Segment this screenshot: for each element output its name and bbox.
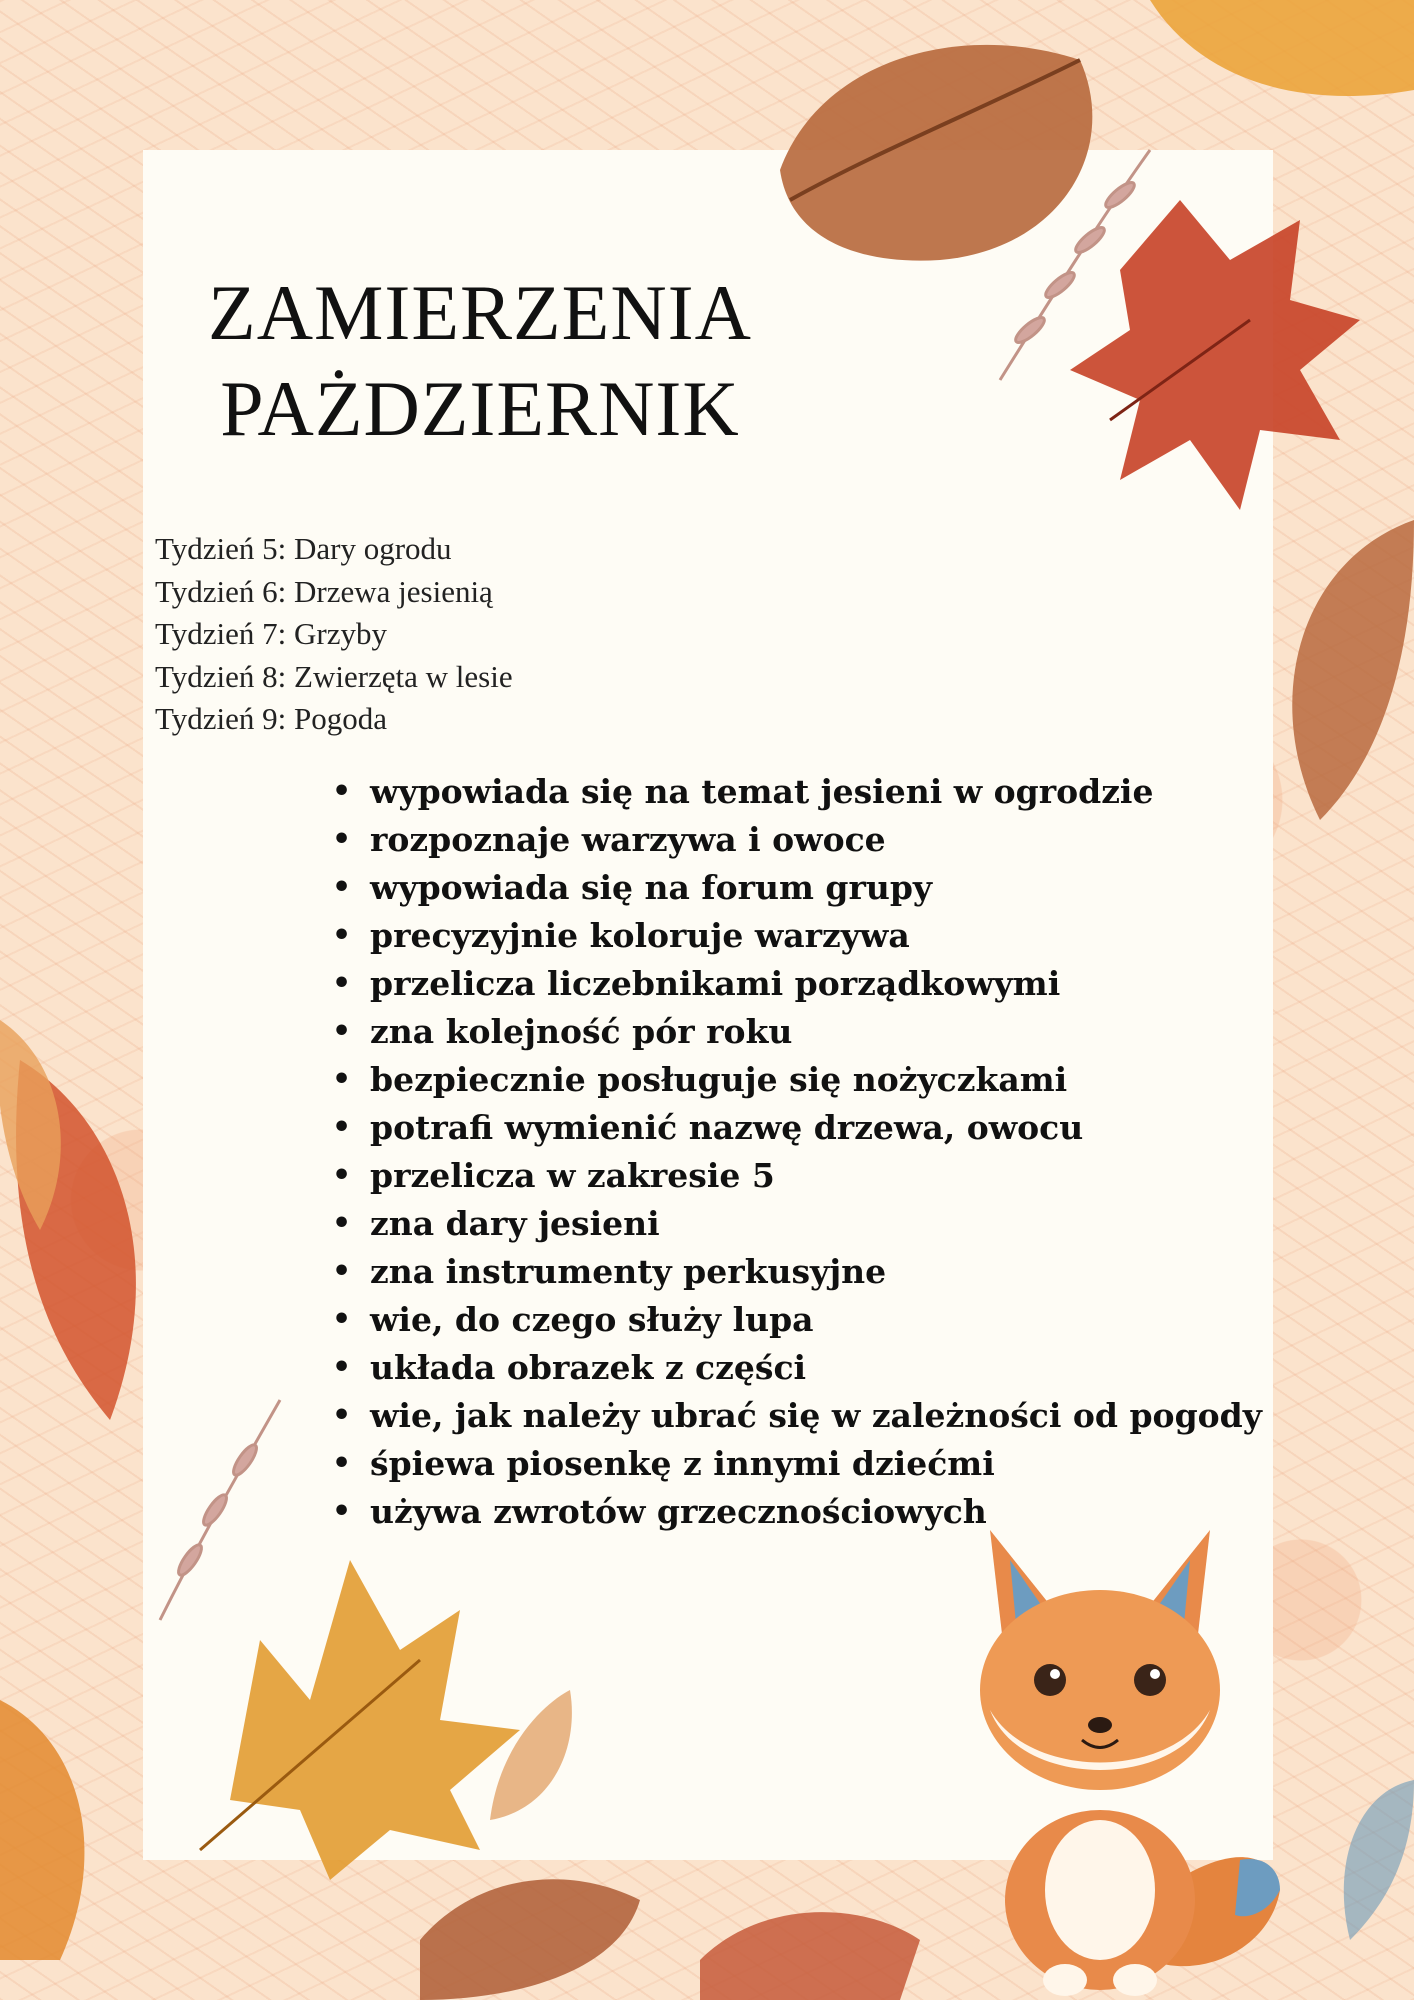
goals-list [330, 768, 1262, 1536]
bullet-icon: • [332, 870, 352, 905]
goal-text: zna dary jesieni [370, 1204, 660, 1243]
goal-text: wypowiada się na forum grupy [370, 868, 933, 907]
goal-item [330, 912, 1262, 960]
goal-text: przelicza liczebnikami porządkowymi [370, 964, 1061, 1003]
week-item: Tydzień 7: Grzyby [155, 616, 387, 651]
goal-item [330, 1296, 1262, 1344]
goal-text: potrafi wymienić nazwę drzewa, owocu [370, 1108, 1084, 1147]
goal-item [330, 1200, 1262, 1248]
goal-item [330, 864, 1262, 912]
goal-item [330, 1008, 1262, 1056]
goal-item [330, 1248, 1262, 1296]
fox-illustration [950, 1510, 1280, 2000]
goal-item [330, 1104, 1262, 1152]
goal-item [330, 1056, 1262, 1104]
bullet-icon: • [332, 774, 352, 809]
bullet-icon: • [332, 1398, 352, 1433]
week-item: Tydzień 9: Pogoda [155, 701, 388, 736]
goal-text: przelicza w zakresie 5 [370, 1156, 775, 1195]
maple-leaf-icon [1070, 200, 1360, 510]
weeks-list [155, 528, 513, 741]
fern-sprig-icon [160, 1400, 280, 1620]
goal-item [330, 816, 1262, 864]
goal-text: układa obrazek z części [370, 1348, 807, 1387]
title-line-1: ZAMIERZENIA [208, 269, 752, 356]
week-item: Tydzień 6: Drzewa jesienią [155, 573, 493, 609]
bullet-icon: • [332, 1302, 352, 1337]
page-title [150, 265, 810, 457]
bullet-icon: • [332, 1110, 352, 1145]
bullet-icon: • [332, 1158, 352, 1193]
goal-text: precyzyjnie koloruje warzywa [370, 916, 910, 955]
goal-item [330, 1152, 1262, 1200]
autumn-leaf-icon [700, 1912, 920, 2000]
maple-leaf-icon [230, 1560, 520, 1880]
bullet-icon: • [332, 1062, 352, 1097]
autumn-leaf-icon [1150, 0, 1414, 96]
week-item: Tydzień 5: Dary ogrodu [155, 531, 452, 566]
goal-item [330, 1344, 1262, 1392]
goal-text: wie, jak należy ubrać się w zależności od pogody [370, 1396, 1262, 1435]
goal-item [330, 1488, 1262, 1536]
autumn-leaf-icon [490, 1690, 572, 1820]
week-item: Tydzień 8: Zwierzęta w lesie [155, 658, 513, 694]
bullet-icon: • [332, 1254, 352, 1289]
autumn-leaf-icon [420, 1879, 640, 2000]
goal-text: wypowiada się na temat jesieni w ogrodzie [370, 772, 1154, 811]
goal-text: używa zwrotów grzecznościowych [370, 1492, 987, 1531]
bullet-icon: • [332, 1350, 352, 1385]
title-line-2: PAŻDZIERNIK [220, 365, 740, 452]
goal-item [330, 960, 1262, 1008]
bullet-icon: • [332, 822, 352, 857]
goal-item [330, 1440, 1262, 1488]
bullet-icon: • [332, 1014, 352, 1049]
goal-text: zna instrumenty perkusyjne [370, 1252, 887, 1291]
bullet-icon: • [332, 1494, 352, 1529]
bullet-icon: • [332, 918, 352, 953]
bullet-icon: • [332, 1206, 352, 1241]
goal-text: bezpiecznie posługuje się nożyczkami [370, 1060, 1068, 1099]
goal-text: rozpoznaje warzywa i owoce [370, 820, 886, 859]
goal-text: zna kolejność pór roku [370, 1012, 793, 1051]
goal-item [330, 768, 1262, 816]
goal-text: śpiewa piosenkę z innymi dziećmi [370, 1444, 995, 1483]
goal-text: wie, do czego służy lupa [370, 1300, 814, 1339]
bullet-icon: • [332, 966, 352, 1001]
goal-item [330, 1392, 1262, 1440]
bullet-icon: • [332, 1446, 352, 1481]
